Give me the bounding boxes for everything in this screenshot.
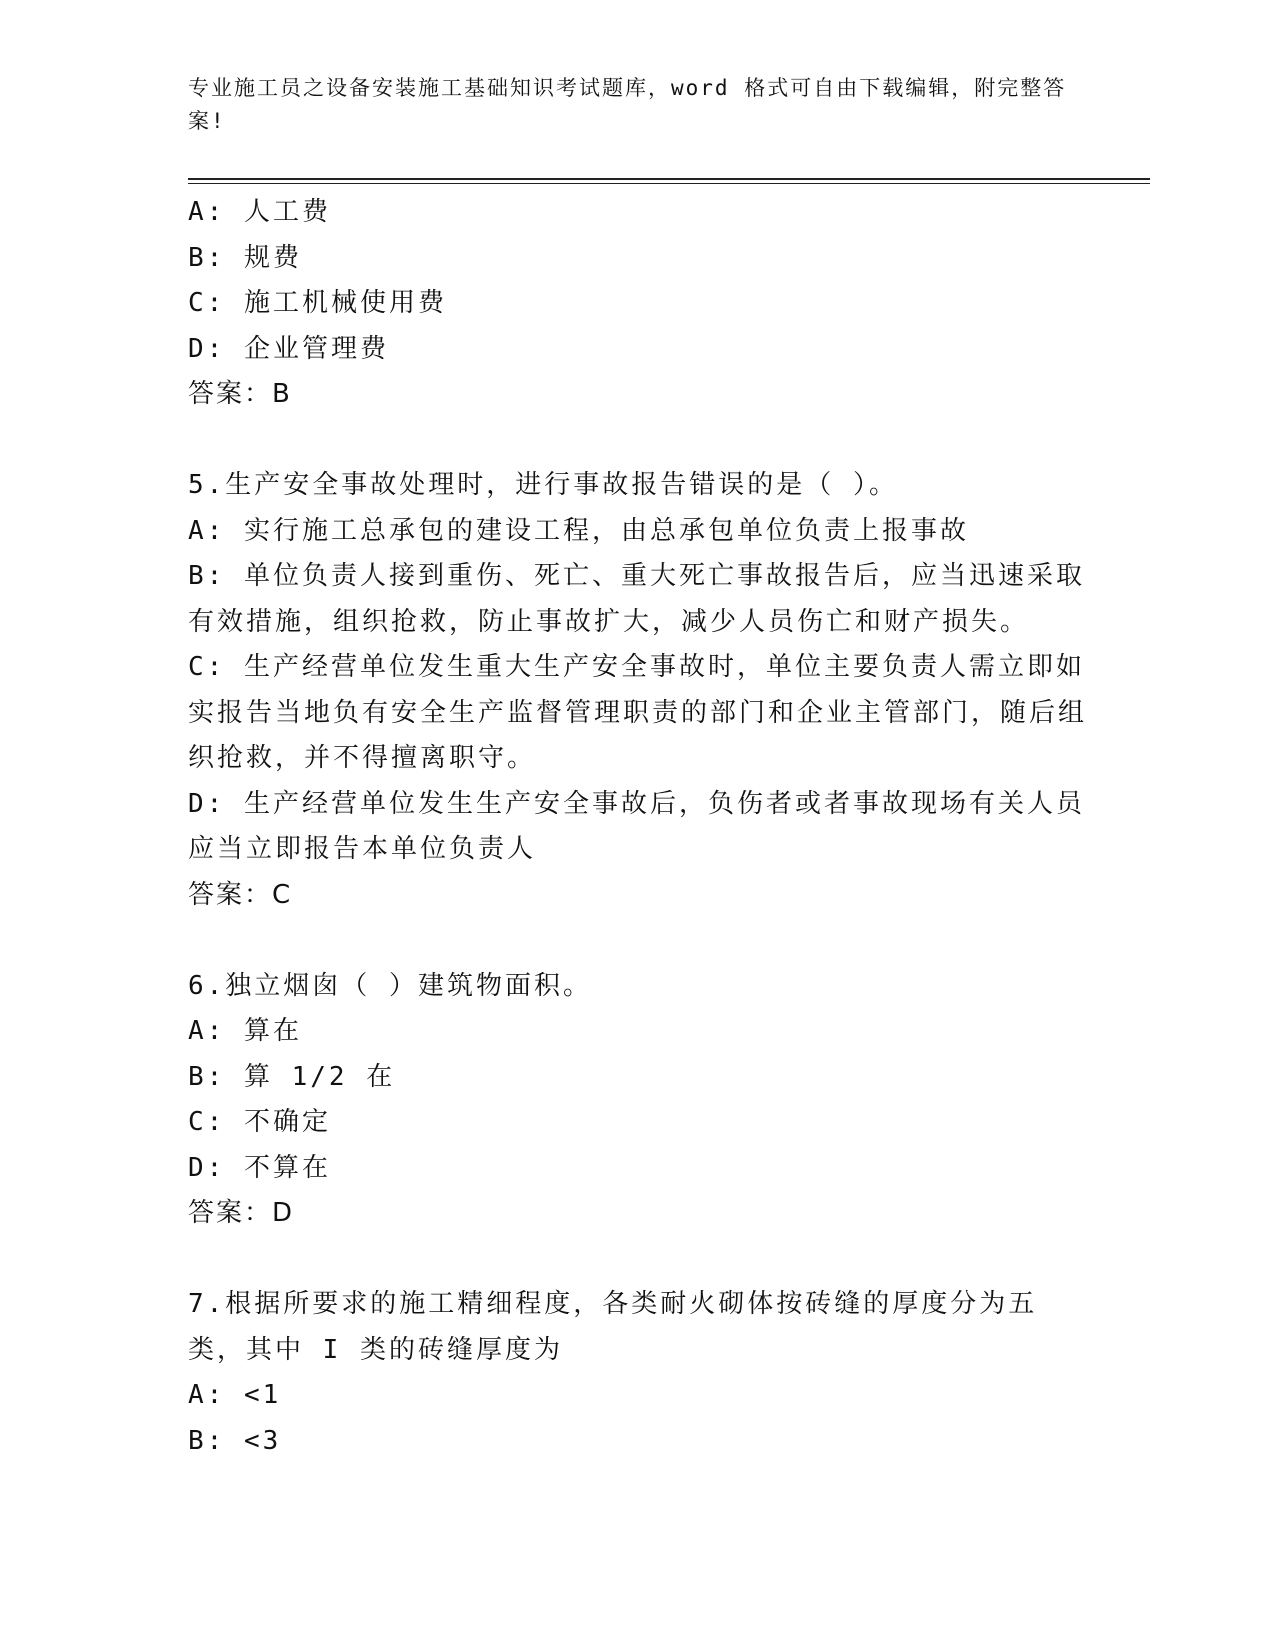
option-a: A: <1 [188, 1380, 282, 1410]
option-c: C: 施工机械使用费 [188, 288, 447, 318]
question-text: 6.独立烟囱（ ）建筑物面积。 [188, 970, 592, 1001]
option-c: C: 生产经营单位发生重大生产安全事故时，单位主要负责人需立即如实报告当地负有安全生产监督管理职责的部门和企业主管部门，随后组织抢救，并不得擅离职守。 [188, 652, 1088, 773]
question-item-6 [188, 964, 1088, 1237]
question-item-7 [188, 1282, 1088, 1464]
question-text: 5.生产安全事故处理时，进行事故报告错误的是（ ）。 [188, 470, 898, 500]
option-c: C: 不确定 [188, 1107, 331, 1137]
option-a: A: 实行施工总承包的建设工程，由总承包单位负责上报事故 [188, 515, 969, 546]
option-b: B: <3 [188, 1425, 282, 1456]
option-d: D: 不算在 [188, 1152, 331, 1183]
question-list [188, 190, 1088, 1464]
option-b: B: 单位负责人接到重伤、死亡、重大死亡事故报告后，应当迅速采取有效措施，组织抢救，防止事故扩大，减少人员伤亡和财产损失。 [188, 561, 1085, 637]
option-d: D: 企业管理费 [188, 333, 389, 364]
question-item-5 [188, 463, 1088, 918]
option-a: A: 人工费 [188, 197, 331, 227]
spacer [188, 1237, 1088, 1283]
option-a: A: 算在 [188, 1016, 302, 1046]
answer: 答案：D [188, 1198, 295, 1228]
option-b: B: 算 1/2 在 [188, 1061, 396, 1092]
header-divider [188, 178, 1150, 184]
option-b: B: 规费 [188, 242, 302, 273]
answer: 答案：B [188, 379, 292, 409]
spacer [188, 918, 1088, 964]
question-text: 7.根据所要求的施工精细程度，各类耐火砌体按砖缝的厚度分为五类，其中 I 类的砖缝厚度为 [188, 1289, 1038, 1365]
option-d: D: 生产经营单位发生生产安全事故后，负伤者或者事故现场有关人员应当立即报告本单位负责人 [188, 788, 1085, 864]
spacer [188, 418, 1088, 464]
question-item-4 [188, 190, 1088, 418]
document-header: 专业施工员之设备安装施工基础知识考试题库，word 格式可自由下载编辑，附完整答案! [188, 76, 1067, 133]
answer: 答案：C [188, 879, 293, 910]
